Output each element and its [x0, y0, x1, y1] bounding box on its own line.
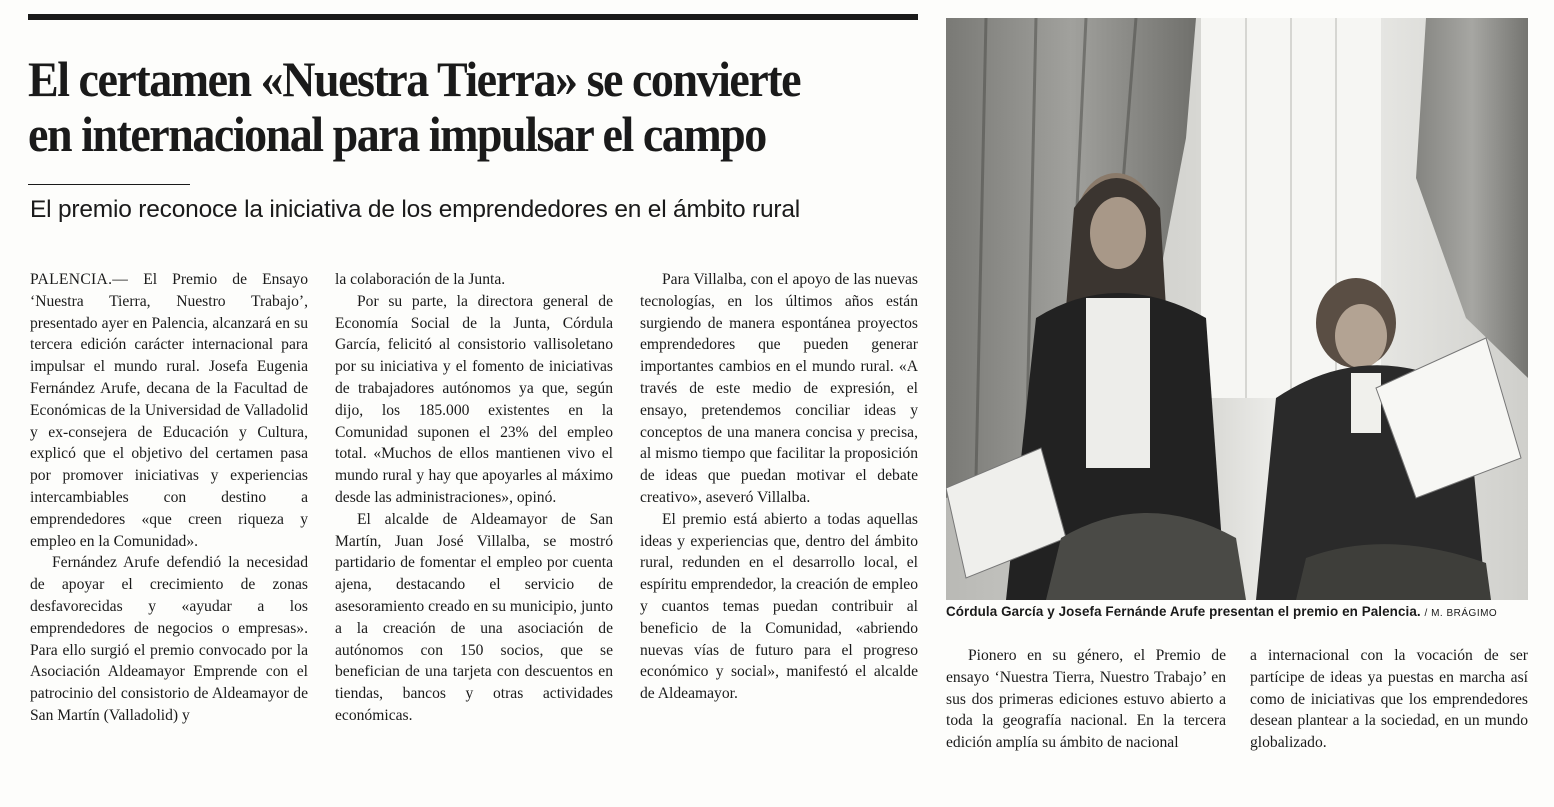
photo-illustration: [946, 18, 1528, 600]
paragraph: la colaboración de la Junta.: [335, 271, 506, 288]
caption-text: Córdula García y Josefa Fernánde Arufe presentan el premio en Palencia.: [946, 604, 1421, 619]
dateline: PALENCIA.—: [30, 271, 129, 288]
paragraph: Por su parte, la directora general de Economía Social de la Junta, Córdula García, felicitó al consistorio vallisoletano por su iniciativa y el fomento de iniciativas de trabajadores autónomos ya que, según dijo, los 185.000 existentes en la Comunidad suponen el 23% del empleo total. «Muchos de ellos mantienen vivo el mundo rural y hay que apoyarles al máximo desde las administraciones», opinó.: [335, 292, 613, 506]
photo-caption: [946, 604, 1546, 619]
paragraph: El premio está abierto a todas aquellas ideas y experiencias que, dentro del ámbito rural, redunden en el desarrollo local, el espíritu emprendedor, la creación de empleo y cuantos temas puedan contribuir al beneficio de la Comunidad, «abriendo nuevas vías de futuro para el progreso económico y social», manifestó el alcalde de Aldeamayor.: [640, 510, 918, 703]
article-column-4: [946, 645, 1226, 754]
article-column-3: [640, 269, 918, 705]
article-column-5: [1250, 645, 1528, 754]
headline: [28, 52, 856, 162]
paragraph: a internacional con la vocación de ser partícipe de ideas ya puestas en marcha así como de iniciativas que los emprendedores desean plantear a la sociedad, en un mundo globalizado.: [1250, 647, 1528, 752]
headline-line-2: en internacional para impulsar el campo: [28, 106, 766, 162]
paragraph: El alcalde de Aldeamayor de San Martín, Juan José Villalba, se mostró partidario de fomentar el empleo por cuenta ajena, destacando el servicio de asesoramiento creado en su municipio, junto a la creación de una asociación de autónomos con 150 socios, que se benefician de una tarjeta con descuentos en tiendas, bancos y otras actividades económicas.: [335, 510, 614, 724]
paragraph: Para Villalba, con el apoyo de las nuevas tecnologías, en los últimos años están surgiendo de manera espontánea proyectos emprendedores que pueden generar importantes cambios en el mundo rural. «A través de este medio de expresión, el ensayo, pretendemos conciliar ideas y conceptos de una manera concisa y precisa, al mismo tiempo que facilitar la proposición de ideas que puedan motivar el debate creativo», aseveró Villalba.: [640, 271, 918, 506]
article-column-2: [335, 269, 613, 727]
paragraph: Fernández Arufe defendió la necesidad de apoyar el crecimiento de zonas desfavorecidas y «ayudar a los emprendedores de negocios o empresas». Para ello surgió el premio convocado por la Asociación Aldeamayor Emprende con el patrocinio del consistorio de Aldeamayor de San Martín (Valladolid) y: [30, 554, 308, 724]
photo-credit: / M. BRÁGIMO: [1424, 608, 1498, 619]
top-rule: [28, 14, 918, 20]
article-column-1: [30, 269, 308, 727]
headline-line-1: El certamen «Nuestra Tierra» se convierte: [28, 51, 801, 107]
paragraph: [30, 269, 308, 552]
news-photo: [946, 18, 1528, 600]
subhead-rule: [28, 184, 190, 185]
subheadline: El premio reconoce la iniciativa de los emprendedores en el ámbito rural: [30, 196, 801, 223]
paragraph: Pionero en su género, el Premio de ensayo ‘Nuestra Tierra, Nuestro Trabajo’ en sus dos primeras ediciones estuvo abierto a toda la geografía nacional. En la tercera edición amplía su ámbito de nacional: [946, 647, 1226, 752]
paragraph-text: El Premio de Ensayo ‘Nuestra Tierra, Nuestro Trabajo’, presentado ayer en Palencia, alcanzará en su tercera edición carácter internacional para impulsar el mundo rural. Josefa Eugenia Fernández Arufe, decana de la Facultad de Económicas de la Universidad de Valladolid y ex-consejera de Educación y Cultura, explicó que el objetivo del certamen pasa por promover iniciativas y experiencias intercambiables con destino a emprendedores «que creen riqueza y empleo en la Comunidad».: [30, 271, 308, 550]
